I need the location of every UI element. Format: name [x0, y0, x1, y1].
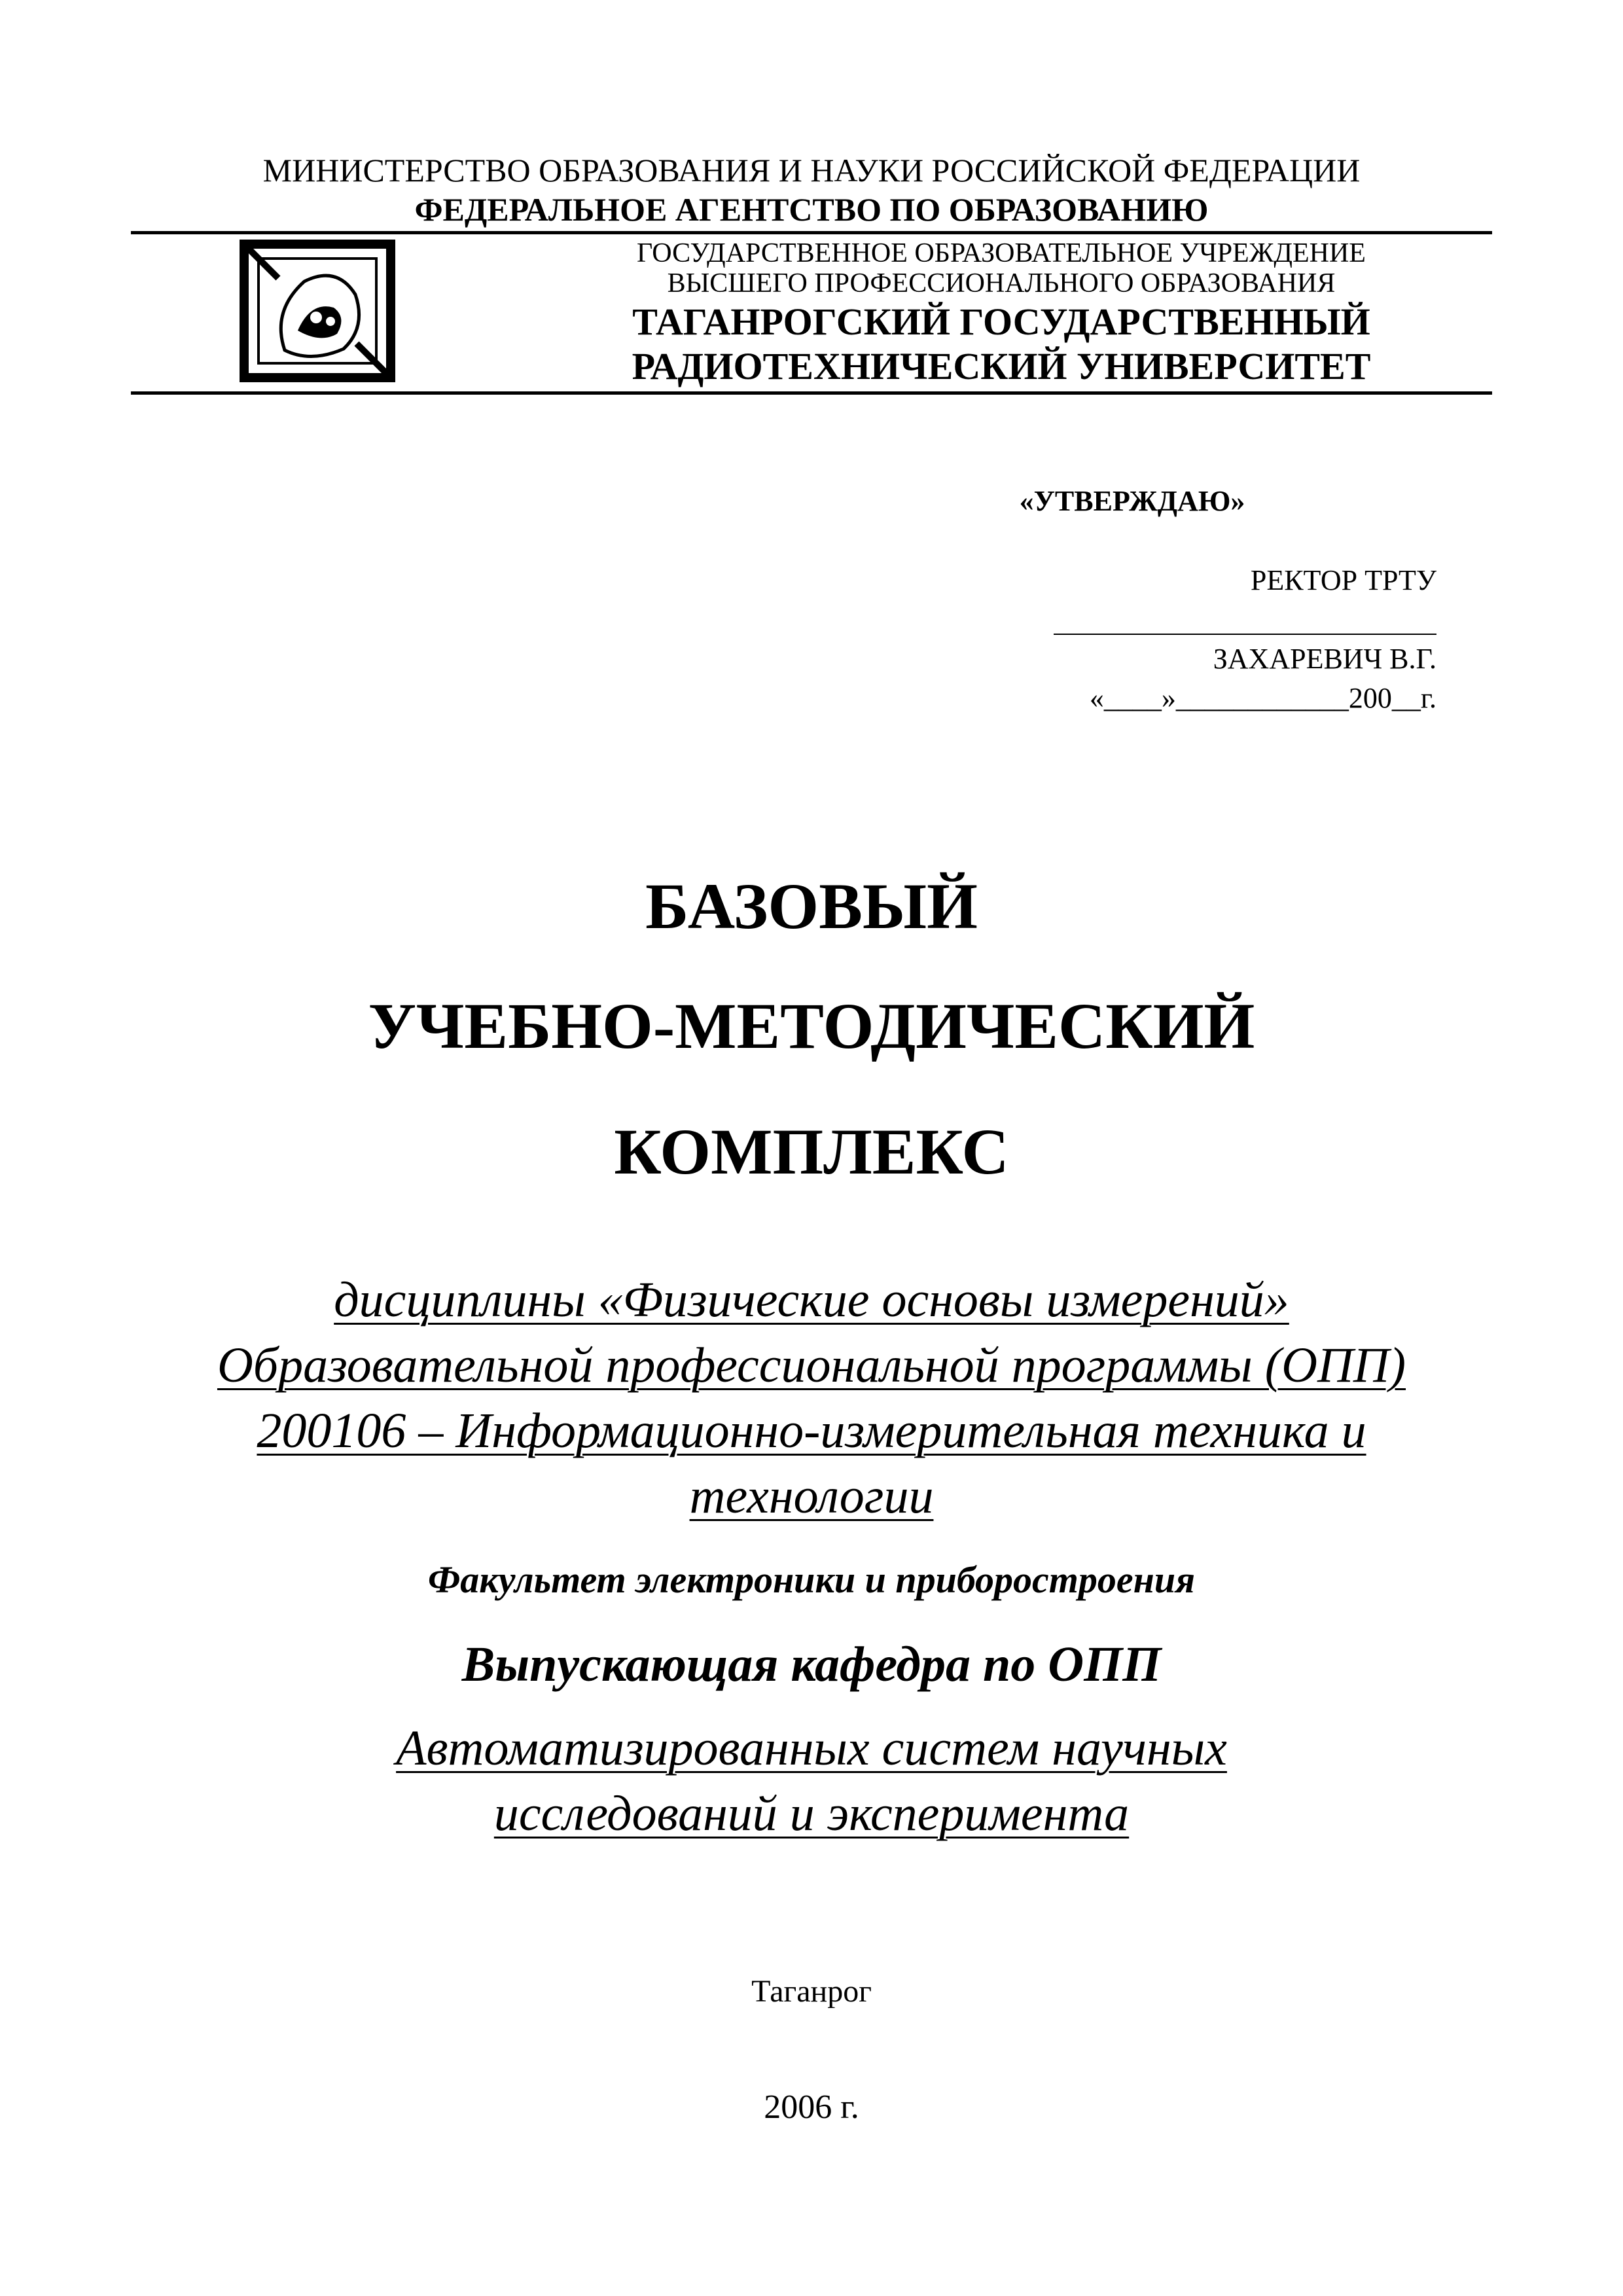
department-name-line-1 — [0, 1715, 1623, 1782]
discipline-line-4-text: технологии — [689, 1469, 934, 1524]
city: Таганрог — [751, 1974, 872, 2009]
agency-title: ФЕДЕРАЛЬНОЕ АГЕНТСТВО ПО ОБРАЗОВАНИЮ — [414, 191, 1209, 228]
university-emblem-icon — [239, 239, 396, 383]
university-name-line-2: РАДИОТЕХНИЧЕСКИЙ УНИВЕРСИТЕТ — [632, 345, 1371, 387]
institution-line-2: ВЫСШЕГО ПРОФЕССИОНАЛЬНОГО ОБРАЗОВАНИЯ — [667, 268, 1336, 298]
faculty-name: Факультет электроники и приборостроения — [428, 1558, 1195, 1601]
rector-name: ЗАХАРЕВИЧ В.Г. — [1213, 643, 1436, 675]
year: 2006 г. — [764, 2089, 859, 2126]
department-label: Выпускающая кафедра по ОПП — [461, 1637, 1162, 1692]
rector-position: РЕКТОР ТРТУ — [1250, 564, 1436, 596]
discipline-line-3-text: 200106 – Информационно-измерительная техника и — [257, 1403, 1366, 1458]
ministry-title: МИНИСТЕРСТВО ОБРАЗОВАНИЯ И НАУКИ РОССИЙСКОЙ ФЕДЕРАЦИИ — [262, 152, 1361, 188]
title-line-1: БАЗОВЫЙ — [645, 870, 978, 942]
approval-label: «УТВЕРЖДАЮ» — [1019, 485, 1245, 517]
title-line-2: УЧЕБНО-МЕТОДИЧЕСКИЙ — [368, 990, 1255, 1062]
university-name-line-1: ТАГАНРОГСКИЙ ГОСУДАРСТВЕННЫЙ — [632, 300, 1370, 343]
header-top-rule — [131, 231, 1492, 234]
title-line-3: КОМПЛЕКС — [614, 1115, 1009, 1188]
discipline-line-2-text: Образовательной профессиональной программы (ОПП) — [217, 1338, 1406, 1393]
department-name-line-1-text: Автоматизированных систем научных — [396, 1721, 1227, 1776]
header-bottom-rule — [131, 391, 1492, 395]
approval-date-line: «____»____________200__г. — [1089, 682, 1436, 714]
discipline-line-3 — [0, 1397, 1623, 1464]
department-name-line-2-text: исследований и эксперимента — [493, 1786, 1130, 1841]
department-name-line-2 — [0, 1780, 1623, 1847]
discipline-line-4 — [0, 1463, 1623, 1530]
institution-line-1: ГОСУДАРСТВЕННОЕ ОБРАЗОВАТЕЛЬНОЕ УЧРЕЖДЕНИЕ — [637, 238, 1366, 268]
discipline-line-1-text: дисциплины «Физические основы измерений» — [334, 1272, 1289, 1327]
discipline-line-2 — [0, 1332, 1623, 1399]
discipline-line-1 — [0, 1266, 1623, 1333]
signature-line — [1054, 634, 1436, 635]
